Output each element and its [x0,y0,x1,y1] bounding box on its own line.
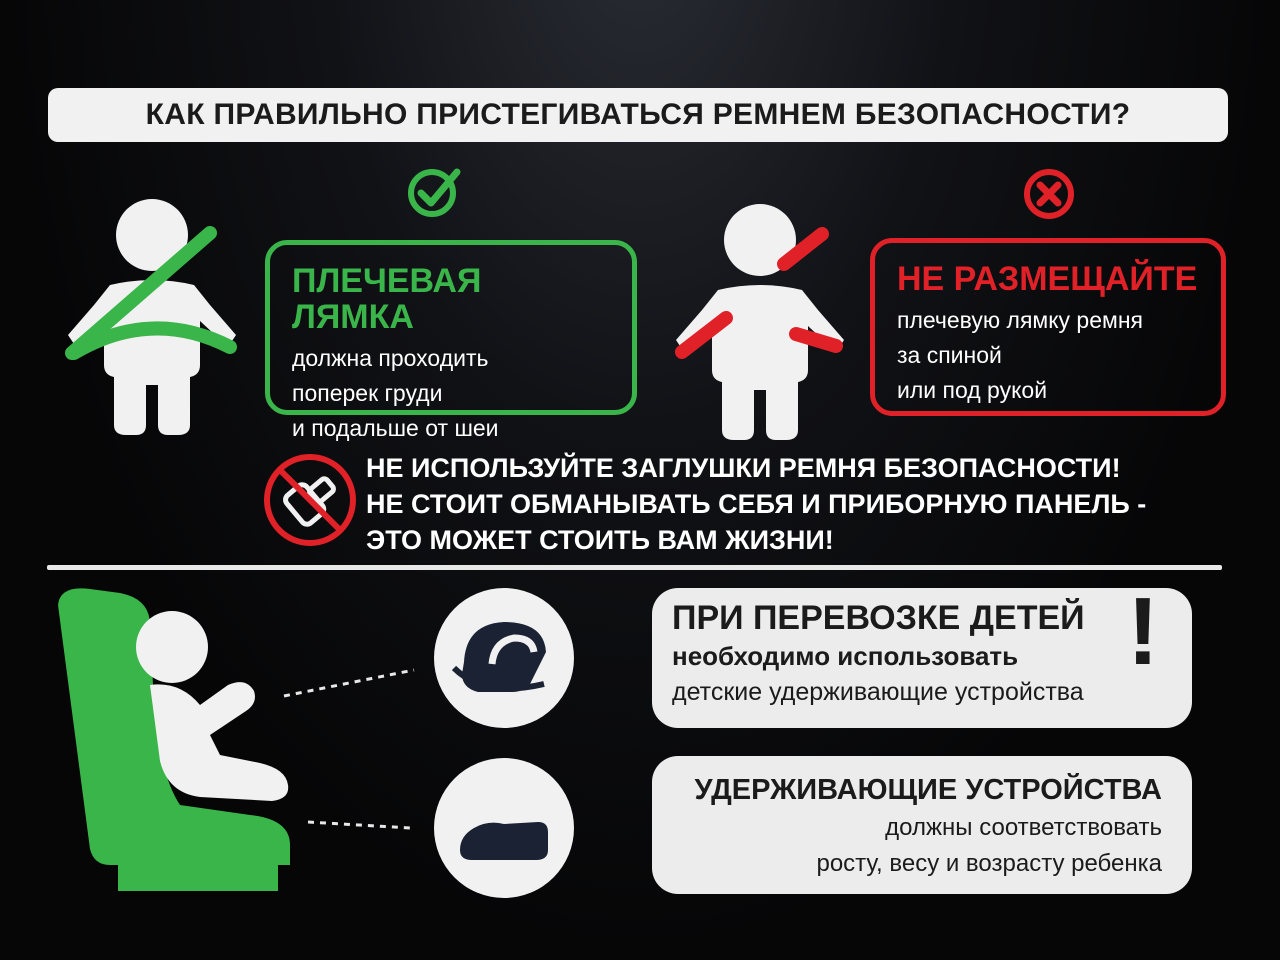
warning-line: ЭТО МОЖЕТ СТОИТЬ ВАМ ЖИЗНИ! [366,525,834,555]
wrong-line: плечевую лямку ремня [897,307,1143,333]
infant-carrier-icon [434,588,574,728]
dotted-connector-lines [280,660,420,840]
no-buckle-plug-icon [262,452,358,548]
children-heading: ПРИ ПЕРЕВОЗКЕ ДЕТЕЙ [672,599,1085,637]
page-title: КАК ПРАВИЛЬНО ПРИСТЕГИВАТЬСЯ РЕМНЕМ БЕЗОПАСНОСТИ? [145,98,1131,131]
children-text: детские удерживающие устройства [672,678,1084,706]
child-car-seat-illustration [50,585,310,895]
warning-line: НЕ ИСПОЛЬЗУЙТЕ ЗАГЛУШКИ РЕМНЯ БЕЗОПАСНОСТИ! [366,453,1121,483]
check-circle-icon [405,166,463,218]
children-transport-card [652,578,1192,728]
devices-text: должны соответствовать [885,814,1162,841]
wrong-line: за спиной [897,342,1002,368]
exclamation-mark: ! [1127,578,1159,685]
correct-line: и подальше от шеи [292,415,499,441]
warning-line: НЕ СТОИТ ОБМАНЫВАТЬ СЕБЯ И ПРИБОРНУЮ ПАНЕЛЬ - [366,489,1147,519]
correct-line: поперек груди [292,380,443,406]
children-subheading: необходимо использовать [672,641,1019,671]
devices-text: росту, весу и возрасту ребенка [816,850,1162,877]
cross-circle-icon [1020,168,1078,220]
plug-warning [366,450,1246,558]
section-divider [47,565,1222,570]
correct-belt-figure [60,195,245,440]
wrong-line: или под рукой [897,377,1048,403]
correct-heading: ПЛЕЧЕВАЯ ЛЯМКА [292,262,482,336]
wrong-belt-box [870,238,1226,416]
wrong-heading: НЕ РАЗМЕЩАЙТЕ [897,260,1198,298]
correct-belt-box [265,240,637,441]
restraint-devices-card [652,756,1192,894]
wrong-belt-figure [668,200,853,445]
correct-line: должна проходить [292,345,489,371]
devices-heading: УДЕРЖИВАЮЩИЕ УСТРОЙСТВА [694,774,1162,806]
booster-seat-icon [434,758,574,898]
title-bar [48,88,1228,142]
